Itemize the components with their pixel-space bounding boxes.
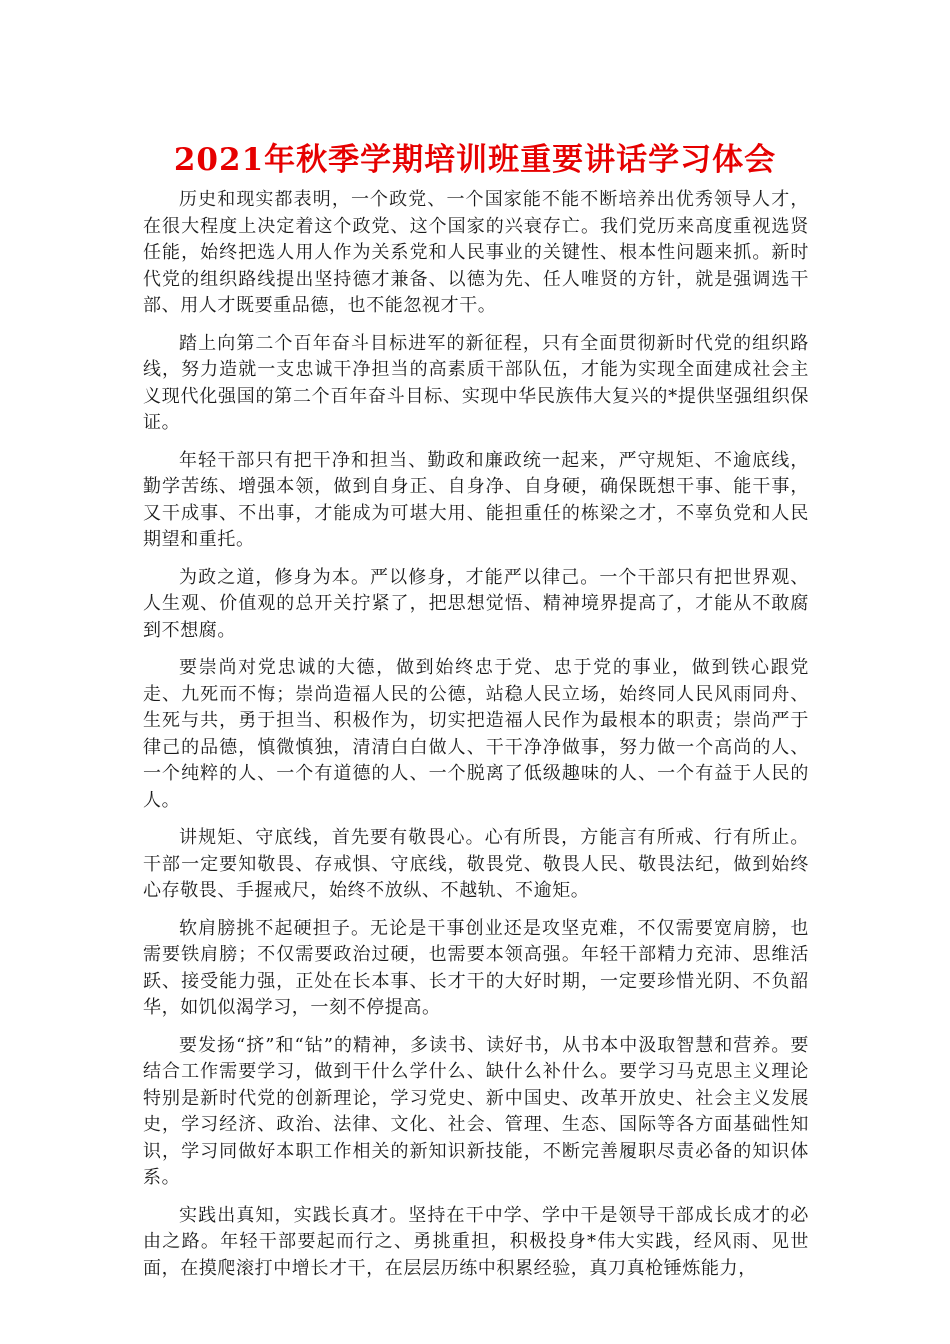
paragraph-2: 踏上向第二个百年奋斗目标进军的新征程，只有全面贯彻新时代党的组织路线，努力造就一支忠诚干净担当的高素质干部队伍，才能为实现全面建成社会主义现代化强国的第二个百年奋斗目标、实现中华民族伟大复兴的*提供坚强组织保证。 (143, 332, 809, 433)
document-title: 2021年秋季学期培训班重要讲话学习体会 (173, 142, 777, 178)
paragraph-1: 历史和现实都表明，一个政党、一个国家能不能不断培养出优秀领导人才，在很大程度上决定着这个政党、这个国家的兴衰存亡。我们党历来高度重视选贤任能，始终把选人用人作为关系党和人民事业的关键性、根本性问题来抓。新时代党的组织路线提出坚持德才兼备、以德为先、任人唯贤的方针，就是强调选干部、用人才既要重品德，也不能忽视才干。 (143, 189, 809, 316)
paragraph-7: 软肩膀挑不起硬担子。无论是干事创业还是攻坚克难，不仅需要宽肩膀，也需要铁肩膀；不仅需要政治过硬，也需要本领高强。年轻干部精力充沛、思维活跃、接受能力强，正处在长本事、长才干的大好时期，一定要珍惜光阴、不负韶华，如饥似渴学习，一刻不停提高。 (143, 917, 809, 1018)
paragraph-8: 要发扬“挤”和“钻”的精神，多读书、读好书，从书本中汲取智慧和营养。要结合工作需要学习，做到干什么学什么、缺什么补什么。要学习马克思主义理论特别是新时代党的创新理论，学习党史、新中国史、改革开放史、社会主义发展史，学习经济、政治、法律、文化、社会、管理、生态、国际等各方面基础性知识，学习同做好本职工作相关的新知识新技能，不断完善履职尽责必备的知识体系。 (143, 1034, 809, 1188)
document-body (143, 187, 809, 1293)
paragraph-3: 年轻干部只有把干净和担当、勤政和廉政统一起来，严守规矩、不逾底线，勤学苦练、增强本领，做到自身正、自身净、自身硬，确保既想干事、能干事，又干成事、不出事，才能成为可堪大用、能担重任的栋梁之才，不辜负党和人民期望和重托。 (143, 449, 809, 550)
paragraph-4: 为政之道，修身为本。严以修身，才能严以律己。一个干部只有把世界观、人生观、价值观的总开关拧紧了，把思想觉悟、精神境界提高了，才能从不敢腐到不想腐。 (143, 566, 809, 641)
paragraph-5: 要崇尚对党忠诚的大德，做到始终忠于党、忠于党的事业，做到铁心跟党走、九死而不悔；崇尚造福人民的公德，站稳人民立场，始终同人民风雨同舟、生死与共，勇于担当、积极作为，切实把造福人民作为最根本的职责；崇尚严于律己的品德，慎微慎独，清清白白做人、干干净净做事，努力做一个高尚的人、一个纯粹的人、一个有道德的人、一个脱离了低级趣味的人、一个有益于人民的人。 (143, 657, 809, 811)
paragraph-6: 讲规矩、守底线，首先要有敬畏心。心有所畏，方能言有所戒、行有所止。干部一定要知敬畏、存戒惧、守底线，敬畏党、敬畏人民、敬畏法纪，做到始终心存敬畏、手握戒尺，始终不放纵、不越轨、不逾矩。 (143, 827, 809, 901)
paragraph-9: 实践出真知，实践长真才。坚持在干中学、学中干是领导干部成长成才的必由之路。年轻干部要起而行之、勇挑重担，积极投身*伟大实践，经风雨、见世面，在摸爬滚打中增长才干，在层层历练中积累经验，真刀真枪锤炼能力， (143, 1204, 809, 1279)
